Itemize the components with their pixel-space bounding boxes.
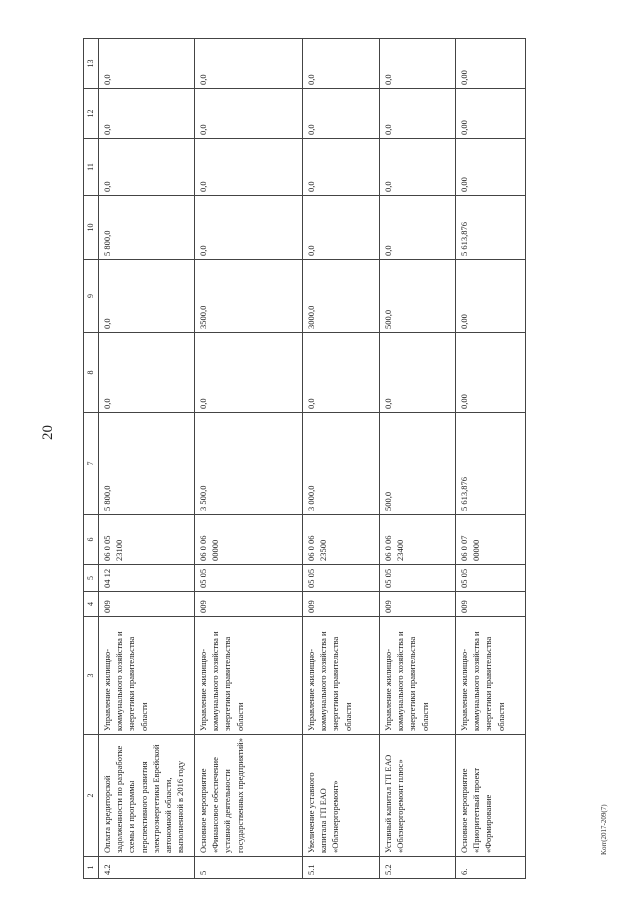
total-value: 500,0 (379, 413, 455, 515)
column-header: 10 (84, 196, 99, 260)
target-article-code: 06 0 07 00000 (455, 515, 525, 565)
value-col-11: 0,00 (455, 139, 525, 196)
value-col-8: 0,0 (194, 333, 302, 413)
event-name: Увеличение уставного капитала ГП ЕАО «Облэнергоремонт» (302, 735, 379, 857)
row-number: 5.2 (379, 857, 455, 879)
event-name: Основное мероприятие «Финансовое обеспечение уставной деятельности государственных предприятий» (194, 735, 302, 857)
row-number: 5 (194, 857, 302, 879)
grbs-code: 009 (379, 592, 455, 617)
value-col-10: 0,0 (194, 196, 302, 260)
table-row (455, 39, 525, 879)
value-col-13: 0,0 (302, 39, 379, 89)
responsible-body: Управление жилищно-коммунального хозяйства и энергетики правительства области (194, 617, 302, 735)
value-col-12: 0,00 (455, 89, 525, 139)
column-header: 5 (84, 565, 99, 592)
section-code: 05 05 (455, 565, 525, 592)
grbs-code: 009 (302, 592, 379, 617)
responsible-body: Управление жилищно-коммунального хозяйства и энергетики правительства области (455, 617, 525, 735)
value-col-12: 0,0 (379, 89, 455, 139)
column-header: 7 (84, 413, 99, 515)
event-name: Уставный капитал ГП ЕАО «Облэнергоремонт плюс» (379, 735, 455, 857)
value-col-9: 0,0 (98, 260, 194, 333)
value-col-11: 0,0 (194, 139, 302, 196)
column-header: 2 (84, 735, 99, 857)
target-article-code: 06 0 06 23500 (302, 515, 379, 565)
section-code: 05 05 (379, 565, 455, 592)
value-col-9: 3000,0 (302, 260, 379, 333)
event-name: Основное мероприятие «Приоритетный проект «Формирование (455, 735, 525, 857)
column-header: 12 (84, 89, 99, 139)
rotated-table-wrapper (83, 39, 526, 879)
value-col-8: 0,00 (455, 333, 525, 413)
column-header: 9 (84, 260, 99, 333)
table-row (194, 39, 302, 879)
column-header: 11 (84, 139, 99, 196)
value-col-8: 0,0 (98, 333, 194, 413)
value-col-9: 500,0 (379, 260, 455, 333)
column-header: 6 (84, 515, 99, 565)
value-col-12: 0,0 (302, 89, 379, 139)
value-col-8: 0,0 (302, 333, 379, 413)
column-header: 3 (84, 617, 99, 735)
row-number: 4.2 (98, 857, 194, 879)
value-col-10: 5 613,876 (455, 196, 525, 260)
target-article-code: 06 0 06 23400 (379, 515, 455, 565)
column-header: 1 (84, 857, 99, 879)
table-row (379, 39, 455, 879)
value-col-9: 3500,0 (194, 260, 302, 333)
total-value: 3 000,0 (302, 413, 379, 515)
responsible-body: Управление жилищно-коммунального хозяйства и энергетики правительства области (302, 617, 379, 735)
responsible-body: Управление жилищно-коммунального хозяйства и энергетики правительства области (98, 617, 194, 735)
header-row (84, 39, 99, 879)
grbs-code: 009 (98, 592, 194, 617)
value-col-12: 0,0 (98, 89, 194, 139)
value-col-11: 0,0 (379, 139, 455, 196)
value-col-13: 0,00 (455, 39, 525, 89)
responsible-body: Управление жилищно-коммунального хозяйства и энергетики правительства области (379, 617, 455, 735)
budget-table (83, 38, 526, 879)
grbs-code: 009 (455, 592, 525, 617)
page-number: 20 (40, 425, 56, 440)
value-col-13: 0,0 (379, 39, 455, 89)
column-header: 4 (84, 592, 99, 617)
grbs-code: 009 (194, 592, 302, 617)
table-row (98, 39, 194, 879)
row-number: 6. (455, 857, 525, 879)
total-value: 5 613,876 (455, 413, 525, 515)
target-article-code: 06 0 06 00000 (194, 515, 302, 565)
document-footer-code: Korr(2017-209(7) (600, 804, 608, 855)
value-col-8: 0,0 (379, 333, 455, 413)
value-col-11: 0,0 (302, 139, 379, 196)
value-col-10: 5 800,0 (98, 196, 194, 260)
value-col-13: 0,0 (194, 39, 302, 89)
section-code: 04 12 (98, 565, 194, 592)
value-col-10: 0,0 (379, 196, 455, 260)
section-code: 05 05 (302, 565, 379, 592)
value-col-12: 0,0 (194, 89, 302, 139)
row-number: 5.1 (302, 857, 379, 879)
value-col-13: 0,0 (98, 39, 194, 89)
target-article-code: 06 0 05 23100 (98, 515, 194, 565)
section-code: 05 05 (194, 565, 302, 592)
value-col-10: 0,0 (302, 196, 379, 260)
total-value: 3 500,0 (194, 413, 302, 515)
total-value: 5 800,0 (98, 413, 194, 515)
table-row (302, 39, 379, 879)
column-header: 13 (84, 39, 99, 89)
column-header: 8 (84, 333, 99, 413)
value-col-11: 0,0 (98, 139, 194, 196)
value-col-9: 0,00 (455, 260, 525, 333)
event-name: Оплата кредиторской задолженности по разработке схемы и программы перспективного развития электроэнергетики Еврейской автономной области, выполненной в 2016 году (98, 735, 194, 857)
